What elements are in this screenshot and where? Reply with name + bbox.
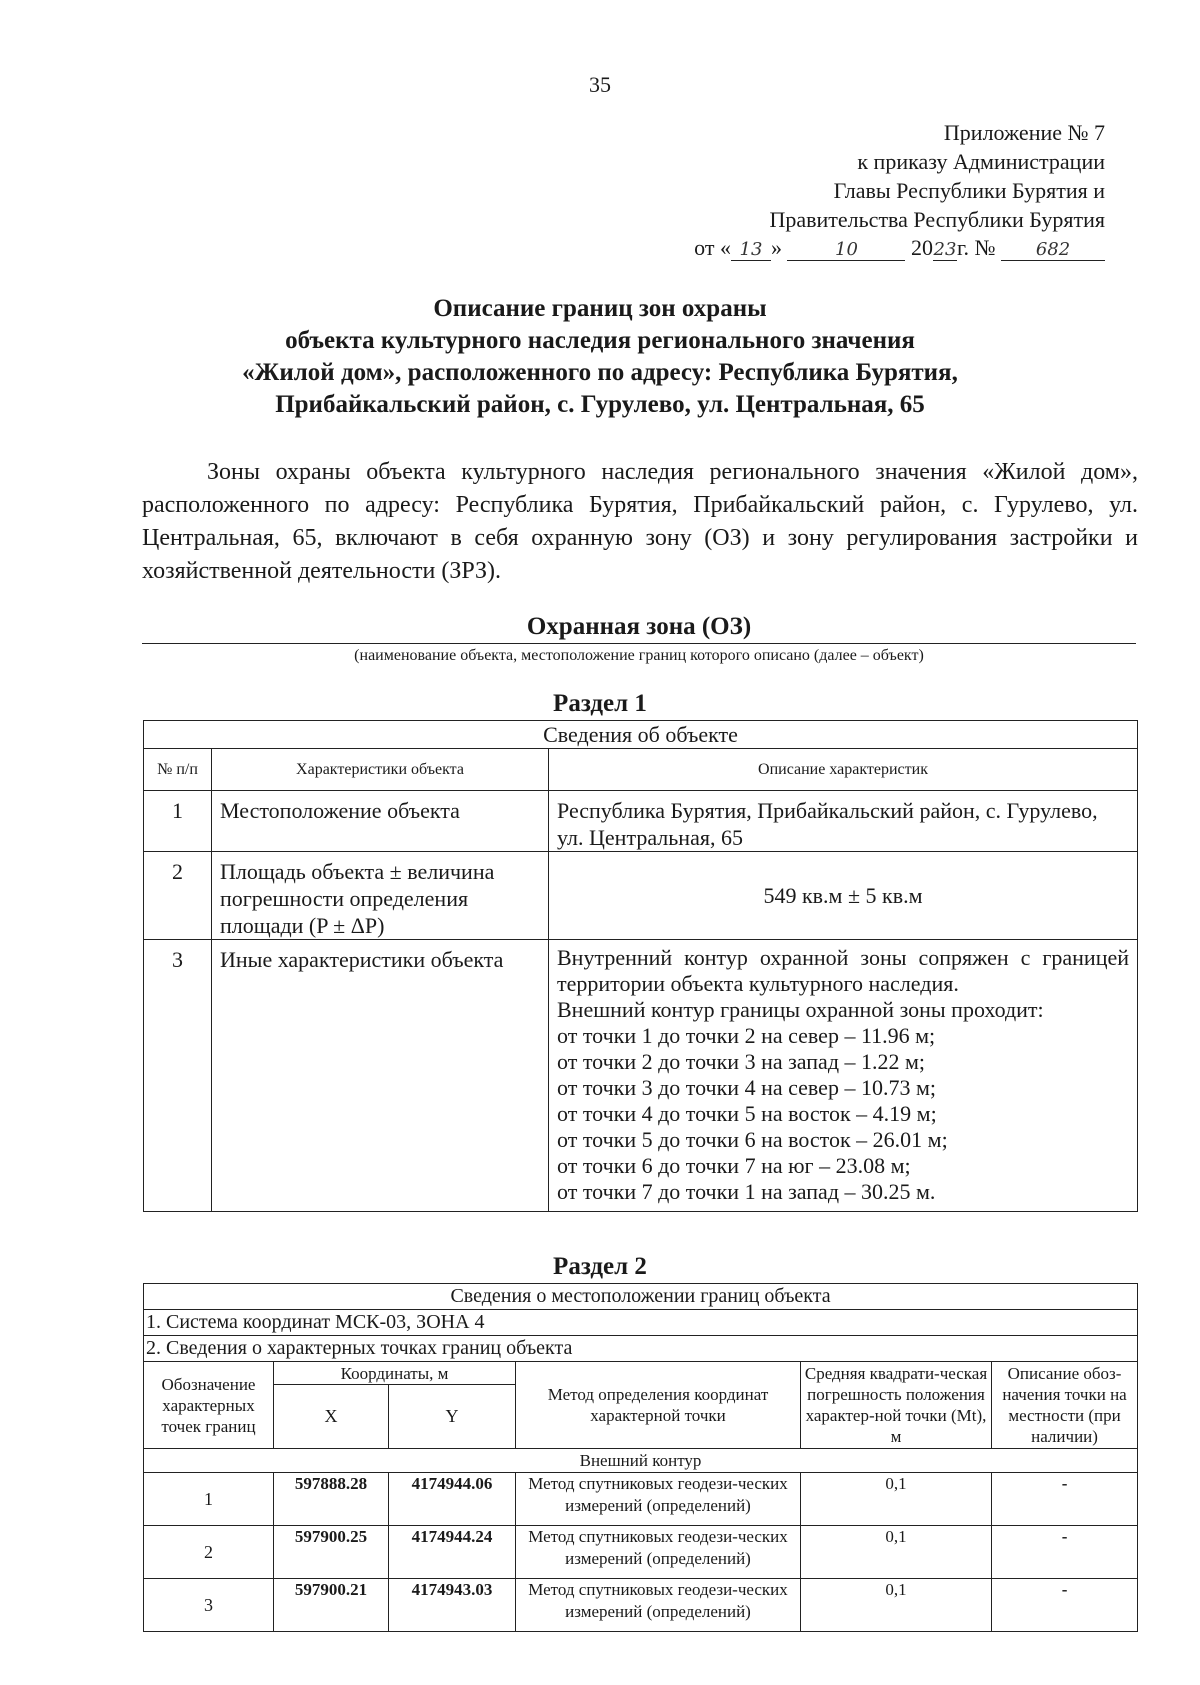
desc-line: от точки 7 до точки 1 на запад – 30.25 м. [557, 1179, 936, 1204]
table-row [144, 1579, 1138, 1632]
mt-error: 0,1 [801, 1579, 992, 1632]
coord-y: 4174944.06 [389, 1473, 516, 1526]
table-row [144, 1526, 1138, 1579]
desc-line: Внешний контур границы охранной зоны проходит: [557, 997, 1044, 1022]
table-row [144, 791, 1138, 852]
appendix-line: Правительства Республики Бурятия [769, 207, 1105, 232]
title-line: Описание границ зон охраны [433, 295, 767, 322]
order-year-suffix: 23 [933, 239, 957, 260]
document-title [150, 293, 1050, 421]
desc-line: от точки 2 до точки 3 на запад – 1.22 м; [557, 1049, 926, 1074]
coord-x: 597900.21 [274, 1579, 389, 1632]
order-date-line [694, 235, 1105, 261]
row-num: 3 [144, 940, 212, 1212]
header-y: Y [389, 1385, 516, 1449]
method: Метод спутниковых геодези-ческих измерений (определений) [516, 1526, 801, 1579]
title-line: Прибайкальский район, с. Гурулево, ул. Центральная, 65 [275, 391, 925, 418]
order-prefix: от « [694, 235, 731, 260]
desc-line: от точки 5 до точки 6 на восток – 26.01 м; [557, 1127, 948, 1152]
desc-line: Внутренний контур охранной зоны сопряжен с границей территории объекта культурного наследия. [557, 945, 1130, 996]
row-num: 2 [144, 852, 212, 940]
table-row [144, 1473, 1138, 1526]
desc-line: от точки 1 до точки 2 на север – 11.96 м; [557, 1023, 936, 1048]
coordinate-system: 1. Система координат МСК-03, ЗОНА 4 [144, 1310, 1138, 1336]
header-method: Метод определения координат характерной точки [516, 1362, 801, 1449]
table-title: Сведения об объекте [144, 721, 1138, 749]
mt-error: 0,1 [801, 1526, 992, 1579]
appendix-line: Приложение № 7 [943, 120, 1105, 145]
coord-y: 4174943.03 [389, 1579, 516, 1632]
title-line: объекта культурного наследия регионального значения [285, 327, 915, 354]
desc-line: от точки 3 до точки 4 на север – 10.73 м; [557, 1075, 936, 1100]
row-name: Иные характеристики объекта [212, 940, 549, 1212]
coord-x: 597900.25 [274, 1526, 389, 1579]
zone-title: Охранная зона (ОЗ) [142, 613, 1136, 644]
order-number: 682 [1001, 239, 1105, 261]
row-desc: Республика Бурятия, Прибайкальский район, с. Гурулево, ул. Центральная, 65 [549, 791, 1138, 852]
contour-label: Внешний контур [144, 1449, 1138, 1473]
appendix-line: Главы Республики Бурятия и [833, 178, 1105, 203]
desc-line: от точки 4 до точки 5 на восток – 4.19 м; [557, 1101, 937, 1126]
point-id: 2 [144, 1526, 274, 1579]
row-num: 1 [144, 791, 212, 852]
section2-heading: Раздел 2 [553, 1253, 647, 1280]
header-error: Средняя квадрати-ческая погрешность положения характер-ной точки (Mt), м [801, 1362, 992, 1449]
header-description: Описание характеристик [549, 749, 1138, 791]
header-characteristic: Характеристики объекта [212, 749, 549, 791]
table-row [144, 852, 1138, 940]
mt-error: 0,1 [801, 1473, 992, 1526]
method: Метод спутниковых геодези-ческих измерений (определений) [516, 1473, 801, 1526]
header-point: Обозначение характерных точек границ [144, 1362, 274, 1449]
boundary-points-table [143, 1283, 1138, 1632]
intro-paragraph: Зоны охраны объекта культурного наследия регионального значения «Жилой дом», расположенного по адресу: Республика Бурятия, Прибайкальский район, с. Гурулево, ул. Центральная, 65, включают в себя охранную зону (ОЗ) и зону регулирования застройки и хозяйственной деятельности (ЗРЗ). [142, 459, 1138, 584]
point-description: - [992, 1473, 1138, 1526]
row-desc: 549 кв.м ± 5 кв.м [549, 852, 1138, 940]
header-description: Описание обоз-начения точки на местности (при наличии) [992, 1362, 1138, 1449]
row-name: Местоположение объекта [212, 791, 549, 852]
header-coordinates: Координаты, м [274, 1362, 516, 1385]
order-day: 13 [731, 239, 771, 261]
coord-x: 597888.28 [274, 1473, 389, 1526]
point-description: - [992, 1526, 1138, 1579]
section1-heading: Раздел 1 [553, 690, 647, 717]
method: Метод спутниковых геодези-ческих измерений (определений) [516, 1579, 801, 1632]
point-id: 3 [144, 1579, 274, 1632]
order-month: 10 [787, 239, 905, 261]
table-row [144, 940, 1138, 1212]
page-number: 35 [589, 72, 611, 97]
header-x: X [274, 1385, 389, 1449]
points-title: 2. Сведения о характерных точках границ объекта [144, 1336, 1138, 1362]
table-title: Сведения о местоположении границ объекта [144, 1284, 1138, 1310]
point-description: - [992, 1579, 1138, 1632]
appendix-block [769, 118, 1105, 234]
object-info-table [143, 720, 1138, 1212]
zone-subtitle: (наименование объекта, местоположение границ которого описано (далее – объект) [354, 647, 924, 664]
row-name: Площадь объекта ± величина погрешности определения площади (P ± ΔP) [212, 852, 549, 940]
coord-y: 4174944.24 [389, 1526, 516, 1579]
order-year-prefix: 20 [910, 235, 933, 260]
title-line: «Жилой дом», расположенного по адресу: Республика Бурятия, [242, 359, 958, 386]
point-id: 1 [144, 1473, 274, 1526]
order-number-label: г. № [956, 235, 996, 260]
appendix-line: к приказу Администрации [857, 149, 1105, 174]
order-mid: » [770, 235, 782, 260]
desc-line: от точки 6 до точки 7 на юг – 23.08 м; [557, 1153, 911, 1178]
row-desc [549, 940, 1138, 1212]
header-num: № п/п [144, 749, 212, 791]
